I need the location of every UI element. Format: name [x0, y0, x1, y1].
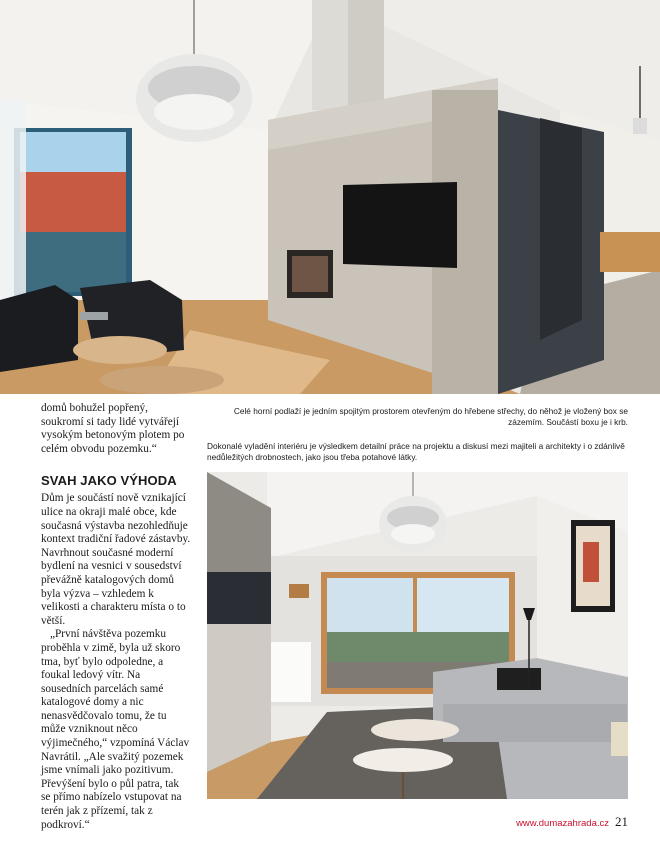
- page-number: 21: [615, 814, 628, 829]
- body-paragraph: Dům je součástí nově vznikající ulice na okraji malé obce, kde současná výstavba nezohledňuje kontext tradiční řadové zástavby. Navrhnout současné moderní bydlení na vesnici v sousedství převážně katalogových domů byla výzva – vzhledem k velikosti a charakteru místa o to větší.: [41, 492, 191, 627]
- continued-paragraph: domů bohužel popřený, soukromí si tady lidé vytvářejí vysokým betonovým plotem po celém obvodu pozemku.“: [41, 402, 185, 455]
- section-heading: SVAH JAKO VÝHODA: [41, 473, 177, 489]
- page-footer: [516, 814, 628, 830]
- website-url[interactable]: www.dumazahrada.cz: [516, 818, 609, 829]
- quote-paragraph: „První návštěva pozemku proběhla v zimě, byla už skoro tma, byť bylo odpoledne, a foukal ledový vítr. Na sousedních parcelách samé katalogové domy a nic nenasvědčovalo tomu, že tu může vzniknout něco výjimečného,“ vzpomíná Václav Navrátil. „Ale svažitý pozemek jsme vnímali jako pozitivum. Převýšení bylo o půl patra, tak se přímo nabízelo vstupovat na terén jak z přízemí, tak z podkroví.“: [41, 628, 190, 831]
- top-photo-caption: Celé horní podlaží je jedním spojitým prostorem otevřeným do hřebene střechy, do něhož je vložený box se zázemím. Součástí boxu je i krb.: [233, 406, 628, 427]
- bottom-photo: [207, 472, 628, 799]
- bottom-photo-caption: Dokonalé vyladění interiéru je výsledkem detailní práce na projektu a diskusí mezi majiteli a architekty i o zdánlivě nedůležitých drobnostech, jako jsou třeba potahové látky.: [207, 441, 625, 462]
- body-text-column: [41, 402, 191, 832]
- top-photo: [0, 0, 660, 394]
